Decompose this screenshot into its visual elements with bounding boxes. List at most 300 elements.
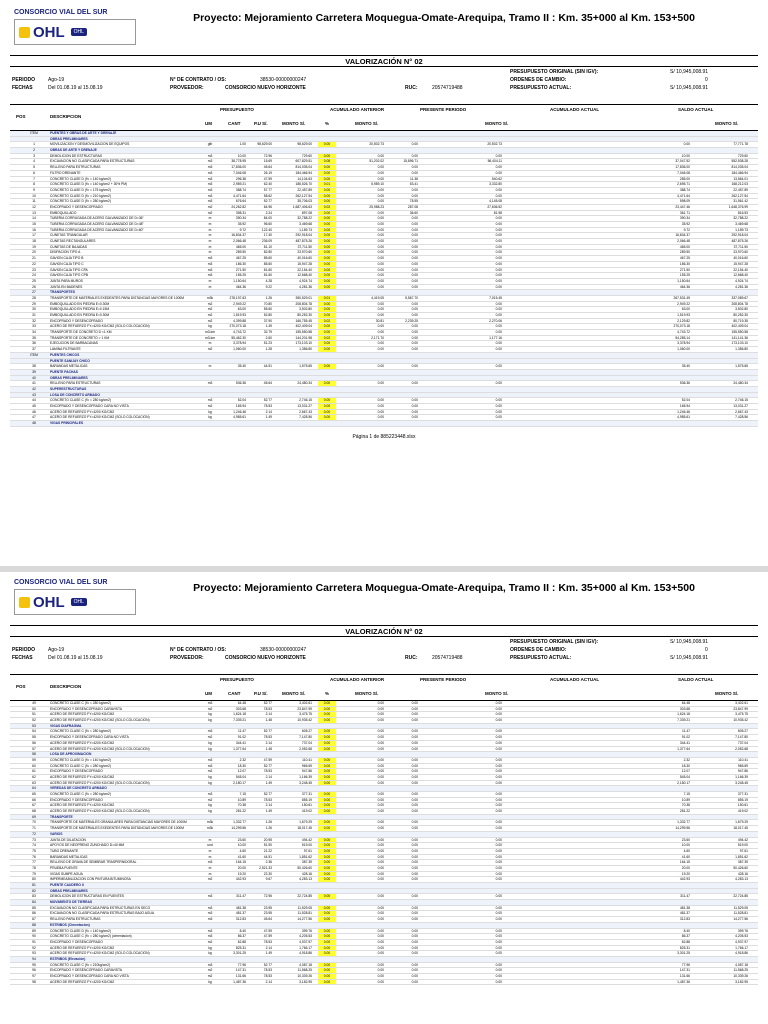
cell-desc: APOYOS DE NEOPRENO ZUNCHADO D=40 MM	[50, 843, 125, 848]
cell-sal: 11,528.81	[733, 911, 748, 916]
cell-item: 34	[32, 330, 36, 335]
cell-pct: 0.00	[318, 718, 336, 724]
cell-sal: 4,283.13	[735, 877, 748, 882]
cell-desc: CONCRETO CLASE D (f'c = 140 kg/cm2)	[50, 928, 111, 933]
cell-bal: 4,985.61	[677, 415, 690, 420]
cell-amt: 387.39	[301, 860, 312, 865]
cell-desc: EXCAVACION NO CLASIFICADA PARA ESTRUCTURAS	[50, 159, 135, 164]
cell-pu: 57.77	[263, 187, 272, 192]
cell-desc: JUNTA EN BADENES	[50, 284, 83, 289]
cell-acc: 0.00	[495, 865, 502, 870]
cell-um: kg	[208, 945, 212, 950]
cell-bal: 4,471.64	[677, 193, 690, 198]
cell-bal: 52.04	[681, 398, 690, 403]
cell-sal: 387.39	[737, 860, 748, 865]
cell-item: 87	[32, 917, 36, 922]
cell-acc: 0.00	[495, 797, 502, 802]
cell-pu: 47.59	[263, 934, 272, 939]
cell-desc: ESTRIBOS (Elevación)	[50, 956, 86, 961]
cell-pct: 0.02	[318, 319, 336, 325]
page-separator	[0, 566, 768, 572]
cell-amt: 3,402.61	[299, 701, 312, 705]
cell-amt: 97.61	[303, 848, 312, 853]
cell-desc: CUNETAS DE BAJADAS	[50, 244, 87, 249]
cell-acc: 1,177.16	[489, 335, 502, 340]
cell-amt: 607,829.51	[295, 159, 312, 164]
cell-pct: 0.02	[318, 205, 336, 211]
cell-prev: 0.00	[377, 330, 384, 335]
cell-qty: 3,378.94	[233, 341, 246, 346]
cell-sal: 141,141.36	[731, 335, 748, 340]
cell-prev: 0.00	[377, 928, 384, 933]
cell-sal: 24,480.34	[733, 381, 748, 386]
budget-header: PRESUPUESTO	[220, 107, 254, 112]
cell-qty: 38,778.95	[231, 159, 246, 164]
cell-um: m3	[207, 763, 213, 768]
cell-pct: 0.00	[318, 347, 336, 353]
cell-bal: 37,047.52	[675, 159, 690, 164]
cell-pct: 0.00	[318, 894, 336, 900]
cell-item: 12	[32, 204, 36, 209]
cell-pct: 0.00	[318, 154, 336, 160]
cell-pct: 0.00	[318, 188, 336, 194]
cell-per: 0.00	[411, 347, 418, 352]
cell-acc: 0.00	[495, 284, 502, 289]
cell-um: m	[208, 250, 212, 255]
page-footer: Página 1 de 885223448.xlsx	[352, 433, 416, 440]
cell-prev: 0.00	[377, 239, 384, 244]
cell-item: 86	[32, 911, 36, 916]
cell-item: 41	[32, 381, 36, 386]
cell-pct: 0.00	[318, 968, 336, 974]
cell-per: 0.00	[411, 826, 418, 831]
cell-item: 72	[32, 831, 36, 836]
cell-desc: EJECUCION DE BARBACANAS	[50, 341, 98, 346]
cell-desc: TRANSPORTE DE MATERIALES GRANULARES PARA DISTANCIAS MAYORES DE 1000M	[50, 820, 187, 825]
cell-prev: 0.00	[377, 233, 384, 238]
cell-acc: 0.00	[495, 170, 502, 175]
cell-bal: 598.09	[679, 199, 690, 204]
contract-label: N° DE CONTRATO / OS:	[170, 77, 227, 83]
cell-desc: TRANSPORTE DE MATERIALES EXEDENTES PARA DISTANCIAS MAYORES DE 1000M	[50, 826, 184, 831]
cell-sal: 377.31	[737, 792, 748, 796]
cell-qty: 131.66	[235, 974, 246, 978]
cell-qty: 390.34	[235, 216, 246, 221]
cell-pu: 64.96	[263, 204, 272, 209]
cell-pu: 1.49	[265, 324, 272, 329]
cell-amt: 4,924.74	[299, 278, 312, 283]
cell-item: 8	[33, 182, 35, 187]
cell-prev: 0.00	[377, 364, 384, 369]
cell-per: 0.00	[411, 735, 418, 740]
cell-per: 0.00	[411, 273, 418, 278]
cell-sal: 10,935.42	[733, 718, 748, 723]
cell-desc: CONCRETO CLASE D (f'c = 210 kg/cm2)	[50, 193, 111, 198]
cell-pct: 0.00	[318, 951, 336, 957]
cell-item: 18	[32, 239, 36, 244]
cell-desc: ACERO DE REFUERZO FY=4200 KG/CM2 (SOLO COLOCACION)	[50, 718, 150, 723]
cell-desc: OBRAS PRELIMINARES	[50, 375, 88, 380]
cell-bal: 344.41	[679, 740, 690, 745]
cell-pu: 37.90	[263, 318, 272, 323]
cell-qty: 2,989.21	[233, 182, 246, 187]
cell-prev: 0.00	[377, 210, 384, 215]
supplier-value: CONSORCIO NUEVO HORIZONTE	[225, 655, 306, 661]
cell-um: kg	[208, 809, 212, 814]
cell-per: 0.00	[411, 894, 418, 899]
cell-amt: 1,189.73	[299, 227, 312, 232]
cell-desc: TUBERIA CORRUGADA DE ACERO GALVANIZADO DE D=36"	[50, 216, 144, 221]
cell-amt: 377.31	[301, 792, 312, 796]
cell-qty: 536.36	[235, 381, 246, 386]
cell-um: m3	[207, 934, 213, 939]
cell-pct: 0.00	[318, 769, 336, 775]
cell-qty: 52.04	[237, 398, 246, 403]
cell-qty: 4.60	[239, 848, 246, 853]
project-title: Proyecto: Mejoramiento Carretera Moquegua-Omate-Arequipa, Tramo II : Km. 35+000 al Km. 153+500	[193, 12, 695, 24]
ohl-logo-icon: OHL	[19, 594, 65, 611]
cell-bal: 388.74	[679, 187, 690, 192]
cell-pu: 78.53	[263, 769, 272, 774]
cell-per: 0.00	[411, 911, 418, 916]
cell-acc: 0.00	[495, 261, 502, 266]
cell-amt: 262,127.54	[295, 193, 312, 198]
cell-bal: 289.50	[679, 250, 690, 255]
cell-desc: CONCRETO CLASE C (f'c = 280 kg/cm2)	[50, 763, 111, 768]
cell-qty: 4,743.72	[233, 330, 246, 335]
cell-pct: 0.00	[318, 872, 336, 878]
cell-bal: 155.25	[679, 273, 690, 278]
cell-pct: 0.00	[318, 735, 336, 741]
cell-desc: GAVION CAJA TIPO C	[50, 261, 84, 266]
cell-item: 81	[32, 883, 36, 887]
cell-qty: 271.50	[235, 267, 246, 272]
cell-sal: 3,182.95	[735, 979, 748, 984]
cell-desc: ENCOFRADO Y DESENCOFRADO	[50, 797, 103, 802]
cell-item: 77	[32, 860, 36, 865]
cell-desc: LOSA DE APROXIMACION	[50, 752, 92, 757]
cell-amt: 22,724.85	[297, 894, 312, 899]
cell-pct: 0.00	[318, 250, 336, 256]
cell-pct: 0.00	[318, 142, 336, 148]
balance-header: SALDO ACTUAL	[678, 107, 714, 112]
cell-per: 0.00	[411, 820, 418, 825]
cell-item: 73	[32, 837, 36, 842]
cell-qty: 442.93	[235, 877, 246, 882]
cell-bal: 91.02	[681, 735, 690, 740]
cell-prev: 0.00	[377, 187, 384, 192]
cell-um: m3	[207, 261, 213, 266]
dates-label: FECHAS	[12, 655, 33, 661]
cell-qty: 11.47	[237, 729, 246, 734]
cell-pu: 52.77	[263, 398, 272, 403]
cell-desc: EMBOQUILLADO EN PIEDRA E=0.30M	[50, 301, 110, 306]
cell-prev: 0.00	[377, 706, 384, 711]
cell-um: m3	[207, 182, 213, 187]
cell-bal: 1,332.77	[677, 820, 690, 825]
cell-item: 16	[32, 227, 36, 232]
cell-bal: 70.38	[681, 803, 690, 808]
cell-pct: 0.02	[318, 336, 336, 342]
cell-prev: 0.00	[377, 809, 384, 814]
cell-item: 57	[32, 746, 36, 751]
cell-sal: 1,575.65	[735, 364, 748, 369]
cell-qty: 3,301.25	[233, 951, 246, 956]
cell-desc: JUNTA DE DILATACION	[50, 837, 86, 842]
cell-um: m3	[207, 398, 213, 403]
cell-acc: 0.00	[495, 962, 502, 967]
cell-acc: 20,502.73	[487, 142, 502, 147]
cell-sal: 15,947.28	[733, 261, 748, 266]
cell-um: m3	[207, 273, 213, 278]
cell-per: 0.00	[411, 854, 418, 859]
pos-header: POS	[16, 114, 26, 119]
cell-qty: 10.00	[237, 153, 246, 158]
cell-sal: 155,550.58	[731, 330, 748, 335]
cell-desc: ENCOFRADO Y DESENCOFRADO	[50, 318, 103, 323]
period-label: PERIODO	[12, 647, 36, 653]
cell-um: m3-km	[204, 335, 216, 340]
ruc-label: RUC:	[405, 85, 418, 91]
cell-prev: 0.00	[377, 307, 384, 312]
cell-qty: 1,060.00	[233, 347, 246, 352]
cell-per: 0.00	[411, 746, 418, 751]
cell-qty: 35.92	[237, 222, 246, 226]
cell-pct: 0.00	[318, 165, 336, 171]
cell-desc: PUENTE CAUDERO II	[50, 883, 84, 887]
qty-header: CANT	[228, 121, 241, 126]
cell-acc: 7,015.45	[489, 295, 502, 300]
cell-sal: 519.00	[737, 843, 748, 848]
cell-per: 0.00	[411, 409, 418, 414]
cell-pct: 0.00	[318, 381, 336, 387]
cell-qty: 35.40	[237, 364, 246, 369]
cell-item: 67	[32, 803, 36, 808]
cell-pu: 78.53	[263, 968, 272, 973]
cell-item: 19	[32, 244, 36, 249]
cell-bal: 303.68	[679, 706, 690, 711]
balance-header: SALDO ACTUAL	[678, 677, 714, 682]
cell-um: m3	[207, 381, 213, 386]
cell-acc: 0.00	[495, 968, 502, 973]
cell-prev: 0.00	[377, 735, 384, 740]
cell-amt: 1,687,406.63	[292, 204, 312, 209]
cell-bal: 62.88	[681, 939, 690, 944]
current-budget-label: PRESUPUESTO ACTUAL:	[510, 655, 572, 661]
cell-pct: 0.00	[318, 228, 336, 234]
cell-prev: 0.00	[377, 894, 384, 899]
cell-sal: 7,428.56	[735, 415, 748, 420]
cell-pu: 1.28	[265, 347, 272, 352]
cell-qty: 165.94	[235, 404, 246, 408]
cell-sal: 3,469.68	[735, 222, 748, 226]
cell-um: kg	[208, 780, 212, 785]
cell-sal: 18,017.45	[733, 826, 748, 831]
cell-pct: 0.00	[318, 843, 336, 849]
cell-desc: ACERO DE REFUERZO FY=4200 KG/CM2	[50, 712, 115, 717]
cell-acc: 0.00	[495, 820, 502, 825]
cell-amt: 4,283.13	[299, 877, 312, 882]
cell-pu: 1.49	[265, 809, 272, 814]
cell-acc: 0.00	[495, 347, 502, 352]
cell-item: 53	[32, 723, 36, 728]
cell-per: 0.00	[411, 865, 418, 870]
cell-bal: 77.96	[681, 962, 690, 967]
cell-sal: 22,724.85	[733, 894, 748, 899]
cell-pct: 0.00	[318, 906, 336, 912]
cell-pu: 32.79	[263, 330, 272, 335]
cell-um: m3k	[206, 295, 214, 300]
cell-pct: 0.00	[318, 929, 336, 935]
cell-pu: 81.60	[263, 273, 272, 278]
cell-amt: 487,875.26	[295, 239, 312, 244]
cell-per: 0.00	[411, 278, 418, 283]
cell-prev: 0.00	[377, 757, 384, 762]
cell-pu: 72.96	[263, 153, 272, 158]
contract-label: N° DE CONTRATO / OS:	[170, 647, 227, 653]
cell-amt: 2,052.68	[299, 746, 312, 751]
cell-item: 47	[32, 415, 36, 420]
cell-desc: CONCRETO CLASE C (f'c = 280 kg/cm2)	[50, 398, 111, 403]
cell-pu: 45.64	[263, 165, 272, 170]
cell-prev: 0.00	[377, 871, 384, 876]
cell-acc: 0.00	[495, 239, 502, 244]
cell-item: 91	[32, 939, 36, 944]
cell-pu: 2.14	[265, 712, 272, 717]
cell-sal: 10,339.26	[733, 974, 748, 978]
cell-per: 0.00	[411, 706, 418, 711]
cell-amt: 80,252.30	[297, 313, 312, 317]
cell-prev: 0.00	[377, 780, 384, 785]
cell-desc: CONCRETO CLASE C (f'c = 280 kg/cm2)	[50, 792, 111, 796]
cell-sal: 31,561.42	[733, 199, 748, 204]
cell-amt: 519.00	[301, 843, 312, 848]
cell-item: 96	[32, 968, 36, 973]
cell-amt: 897.08	[301, 210, 312, 215]
cell-per: 0.00	[411, 364, 418, 369]
cell-prev: 0.00	[377, 347, 384, 352]
current-budget-value: S/ 10,945,008.91	[670, 655, 709, 661]
cell-per: 0.00	[411, 979, 418, 984]
cell-prev: 0.00	[377, 797, 384, 802]
cell-pct: 0.00	[318, 712, 336, 718]
cell-pu: 52.77	[263, 962, 272, 967]
cell-desc: CONCRETO CLASE D (f'c = 140 kg/cm2 + 30% PM)	[50, 182, 128, 187]
cell-sal: 22,154.40	[733, 267, 748, 272]
cell-amt: 7,428.56	[299, 415, 312, 420]
cell-item: 5	[33, 165, 35, 170]
cell-pct: 0.00	[318, 330, 336, 336]
cell-desc: CONCRETO CLASE D (f'c = 280 kg/cm2)	[50, 199, 111, 204]
cell-desc: PUENTES CHICOS	[50, 352, 80, 357]
change-orders-value: 0	[705, 647, 708, 653]
cell-pu: 51.23	[263, 341, 272, 346]
cell-per: 0.00	[411, 797, 418, 802]
cell-amt: 23,847.99	[297, 706, 312, 711]
cell-qty: 2,066.48	[233, 239, 246, 244]
cell-per: 0.00	[411, 974, 418, 978]
cell-um: m3	[207, 193, 213, 198]
cell-bal: 2,180.17	[677, 780, 690, 785]
supplier-label: PROVEEDOR:	[170, 85, 204, 91]
cell-um: m3	[207, 729, 213, 734]
cell-sal: 150.61	[737, 803, 748, 808]
cell-prev: 0.00	[377, 301, 384, 306]
cell-item: 43	[32, 392, 36, 397]
cell-amt: 40,016.60	[297, 256, 312, 261]
cell-prev: 0.00	[377, 153, 384, 158]
cell-prev: 0.00	[377, 250, 384, 255]
cell-prev: 0.00	[377, 911, 384, 916]
cell-acc: 0.00	[495, 911, 502, 916]
cell-per: 0.00	[411, 341, 418, 346]
cell-pu: 1.48	[265, 718, 272, 723]
cell-amt: 3,475.75	[299, 712, 312, 717]
cell-um: m3	[207, 170, 213, 175]
cell-pu: 52.77	[263, 763, 272, 768]
cell-prev: 0.00	[377, 278, 384, 283]
cell-sal: 1,648,376.99	[728, 204, 748, 209]
cell-item: 54	[32, 729, 36, 734]
cell-item: 32	[32, 318, 36, 323]
cell-item: 13	[32, 210, 36, 215]
cell-bal: 481.37	[679, 911, 690, 916]
cell-pct: 0.00	[318, 809, 336, 815]
cell-per: 15,896.71	[403, 159, 418, 164]
cell-pct: 0.00	[318, 747, 336, 753]
cell-um: m	[208, 244, 212, 249]
cell-prev: 51,202.02	[369, 159, 384, 164]
cell-desc: TUBERIA CORRUGADA DE ACERO GALVANIZADO DE D=48"	[50, 222, 144, 226]
cell-amt: 855.19	[301, 797, 312, 802]
cell-desc: ENCOFRADO Y DESENCOFRADO	[50, 204, 103, 209]
cell-prev: 0.00	[377, 341, 384, 346]
cell-pu: 52.77	[263, 729, 272, 734]
cell-bal: 481.38	[679, 905, 690, 910]
period-label: PERIODO	[12, 77, 36, 83]
cell-bal: 1,487.36	[677, 979, 690, 984]
dates-value: Del 01.08.19 al 15.08.19	[48, 655, 103, 661]
cell-sal: 37,711.50	[733, 244, 748, 249]
cell-acc: 0.00	[495, 256, 502, 261]
cell-per: 287.08	[407, 204, 418, 209]
cell-pct: 0.01	[318, 182, 336, 188]
cell-per: 0.00	[411, 968, 418, 973]
cell-item: 30	[32, 307, 36, 312]
cell-acc: 0.00	[495, 233, 502, 238]
cell-item: 15	[32, 222, 36, 226]
cell-per: 0.00	[411, 307, 418, 312]
cell-pu: 84.00	[263, 216, 272, 221]
cell-desc: ACERO DE REFUERZO FY=4200 KG/CM2 (SOLO COLOCACION)	[50, 415, 150, 420]
cell-prev: 0.00	[377, 792, 384, 796]
cell-per: 0.00	[411, 837, 418, 842]
cell-um: m3-km	[204, 330, 216, 335]
cell-pct: 0.00	[318, 940, 336, 946]
cell-pct: 0.00	[318, 177, 336, 183]
cell-desc: CONCRETO CLASE D (f'c = 175 kg/cm2)	[50, 187, 111, 192]
cell-item: 7	[33, 176, 35, 181]
cell-prev: 0.00	[377, 404, 384, 408]
cell-item: 83	[32, 894, 36, 899]
cell-qty: 7.15	[239, 792, 246, 796]
cell-desc: ENCOFRADO Y DESENCOFRADO CARAVISTA	[50, 706, 122, 711]
cell-qty: 289.50	[235, 250, 246, 255]
cell-um: m2	[207, 404, 213, 408]
cell-prev: 0.00	[377, 712, 384, 717]
cell-bal: 2,949.22	[677, 301, 690, 306]
cell-pct: 0.00	[318, 222, 336, 228]
